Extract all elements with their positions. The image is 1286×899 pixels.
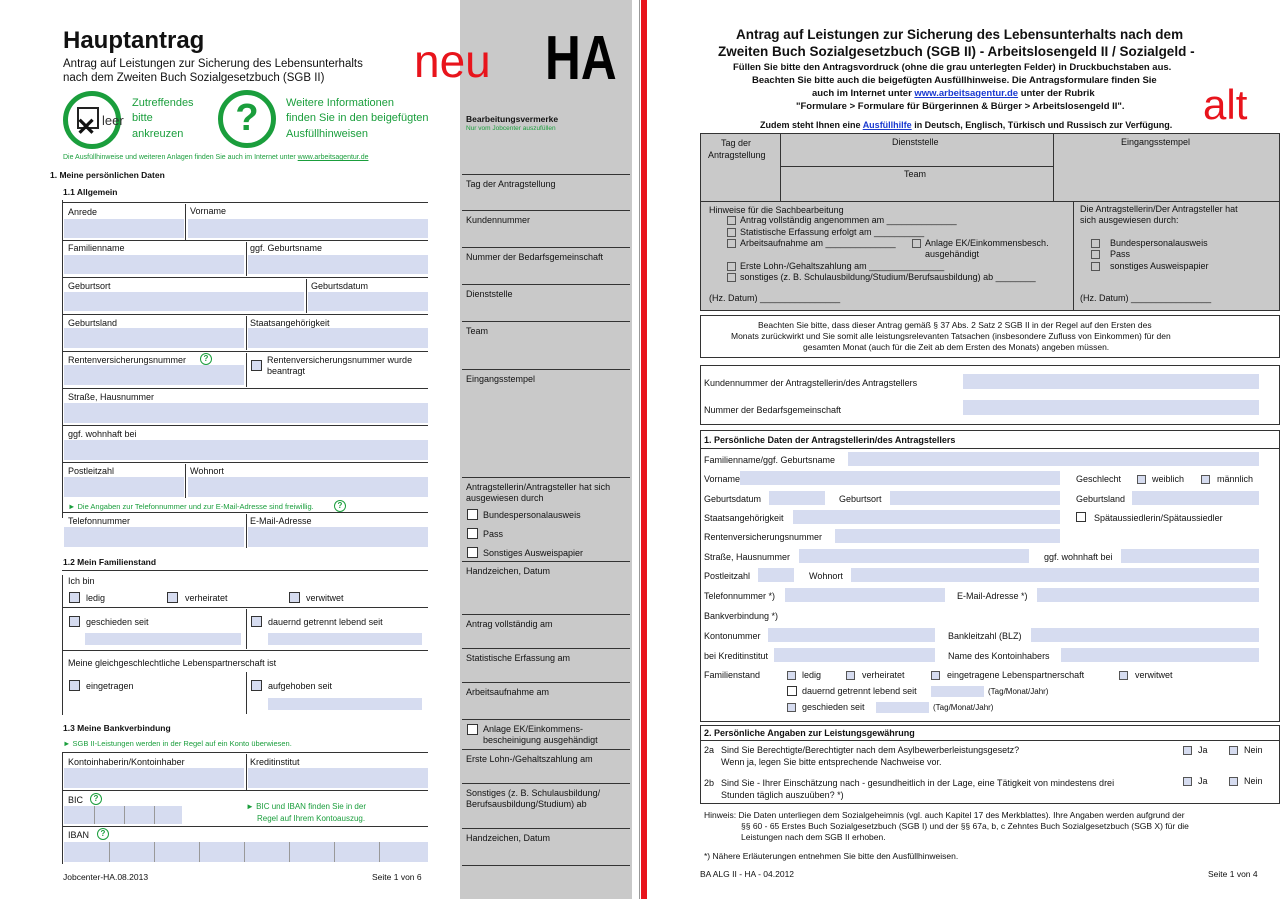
ausweis-checkbox[interactable]	[1091, 239, 1100, 248]
label-wohnort: Wohnort	[190, 466, 224, 476]
konto-note: ► SGB II-Leistungen werden in der Regel auf ein Konto überwiesen.	[63, 739, 292, 748]
label-rv-nummer: Rentenversicherungsnummer	[68, 355, 187, 365]
question-2a: Sind Sie Berechtigte/Berechtigter nach dem Asylbewerberleistungsgesetz?	[721, 745, 1020, 755]
geburtsdatum-field[interactable]	[308, 292, 428, 311]
hinweis-item: sonstiges (z. B. Schulausbildung/Studium/Berufsausbildung) ab ________	[740, 272, 1036, 282]
label-eingangsstempel: Eingangsstempel	[1121, 137, 1191, 147]
freiwillig-note: ► Die Angaben zur Telefonnummer und zur E-Mail-Adresse sind freiwillig.	[68, 502, 314, 511]
side-heading: Bearbeitungsvermerke	[466, 114, 559, 124]
label-dienststelle: Dienststelle	[892, 137, 939, 147]
spaetaussiedler-checkbox[interactable]	[1076, 512, 1086, 522]
kundennummer-field[interactable]	[963, 374, 1259, 389]
label-tmj: (Tag/Monat/Jahr)	[933, 703, 994, 712]
title-line: Antrag auf Leistungen zur Sicherung des Lebensunterhalts nach dem	[736, 27, 1184, 42]
getrennt-checkbox[interactable]	[251, 616, 262, 627]
intro: Beachten Sie bitte auch die beigefügten Ausfüllhinweise. Die Antragsformulare finden Sie	[752, 75, 1157, 86]
divider-bar	[641, 0, 647, 899]
label-rv: Rentenversicherungsnummer	[704, 532, 823, 542]
rv-beantragt-checkbox[interactable]	[251, 360, 262, 371]
geschieden-checkbox[interactable]	[787, 703, 796, 712]
iban-field[interactable]	[64, 842, 428, 862]
aufgehoben-checkbox[interactable]	[251, 680, 262, 691]
label-gebland: Geburtsland	[1076, 494, 1126, 504]
ausweis-item: Pass	[1110, 249, 1131, 259]
hinweis-item: Statistische Erfassung erfolgt am __________	[740, 227, 925, 237]
aufgehoben-date-field[interactable]	[268, 698, 422, 710]
weiblich-checkbox[interactable]	[1137, 475, 1146, 484]
footer-form-id: BA ALG II - HA - 04.2012	[700, 869, 795, 879]
label-famname: Familienname/ggf. Geburtsname	[704, 455, 836, 465]
q-number: 2b	[704, 778, 715, 788]
label-rv-beantragt: beantragt	[267, 366, 306, 376]
label-eingetragen: eingetragen	[86, 681, 134, 691]
ledig-checkbox[interactable]	[69, 592, 80, 603]
label-tag: Tag der	[721, 138, 752, 148]
label-kundennummer: Kundennummer der Antragstellerin/des Antragstellers	[704, 378, 918, 388]
plz-field[interactable]	[758, 568, 794, 582]
bic-field[interactable]	[64, 806, 182, 824]
bic-note: ► BIC und IBAN finden Sie in der	[246, 802, 366, 811]
ausfuellhilfe-link[interactable]: Ausfüllhilfe	[862, 120, 912, 130]
side-kundennummer: Kundennummer	[462, 210, 630, 247]
internet-link[interactable]: www.arbeitsagentur.de	[914, 88, 1019, 99]
label-wohnhaft: ggf. wohnhaft bei	[68, 429, 137, 439]
label-geschieden: geschieden seit	[86, 617, 149, 627]
label-lebenspartnerschaft: eingetragene Lebenspartnerschaft	[947, 670, 1085, 680]
intro: Füllen Sie bitte den Antragsvordruck (ohne die grau unterlegten Felder) in Druckbuchstaben aus.	[733, 62, 1172, 73]
side-vollstaendig: Antrag vollständig am	[462, 614, 630, 648]
label-wohnhaft: ggf. wohnhaft bei	[1044, 552, 1113, 562]
page-title: Hauptantrag	[63, 27, 205, 54]
side-sonstiges: Sonstiges (z. B. Schulausbildung/ Berufsausbildung/Studium) ab	[462, 783, 630, 828]
geburtsort-field[interactable]	[64, 292, 304, 311]
label-verheiratet: verheiratet	[862, 670, 905, 680]
email-field[interactable]	[248, 527, 428, 547]
wohnhaft-field[interactable]	[64, 440, 428, 460]
check-hint: Zutreffendes	[132, 97, 194, 109]
hinweise-heading: Hinweise für die Sachbearbeitung	[709, 205, 844, 215]
check-hint: bitte	[132, 112, 153, 124]
label-spaetaussiedler: Spätaussiedlerin/Spätaussiedler	[1094, 513, 1223, 523]
verwitwet-checkbox[interactable]	[1119, 671, 1128, 680]
kreditinstitut-field[interactable]	[248, 768, 428, 788]
side-pass-checkbox[interactable]	[467, 528, 478, 539]
geburtsname-field[interactable]	[248, 255, 428, 274]
intro: "Formulare > Formulare für Bürgerinnen & Bürger > Arbeitslosengeld II".	[796, 101, 1125, 112]
hinweis-text: Hinweis: Die Daten unterliegen dem Sozialgeheimnis (vgl. auch Kapitel 17 des Merkblattes). Ihre Angaben werden aufgrund der	[704, 810, 1185, 820]
hinweis-text: §§ 60 - 65 Erstes Buch Sozialgesetzbuch (SGB I) und der §§ 67a, b, c Zehntes Buch Sozialgesetzbuch (SGB X) für die	[741, 821, 1189, 831]
beachten-text: Beachten Sie bitte, dass dieser Antrag gemäß § 37 Abs. 2 Satz 2 SGB II in der Regel auf den Ersten des	[758, 320, 1152, 330]
kontoinhaber-field[interactable]	[1061, 648, 1259, 662]
label-lebenspartnerschaft: Meine gleichgeschlechtliche Lebenspartnerschaft ist	[68, 658, 277, 668]
label-weiblich: weiblich	[1152, 474, 1185, 484]
internet-link[interactable]: www.arbeitsagentur.de	[297, 154, 369, 161]
verheiratet-checkbox[interactable]	[846, 671, 855, 680]
label-staatsangehoerigkeit: Staatsangehörigkeit	[250, 318, 330, 328]
ausgewiesen-heading: Die Antragstellerin/Der Antragsteller hat	[1080, 204, 1238, 214]
ausweis-item: Bundespersonalausweis	[1110, 238, 1208, 248]
label-geburtsdatum: Geburtsdatum	[311, 281, 369, 291]
gebdatum-field[interactable]	[769, 491, 825, 505]
rv-field[interactable]	[835, 529, 1060, 543]
title-line: Zweiten Buch Sozialgesetzbuch (SGB II) - Arbeitslosengeld II / Sozialgeld -	[718, 44, 1195, 59]
side-anlage-checkbox[interactable]	[467, 724, 478, 735]
question-2b: Sind Sie - Ihrer Einschätzung nach - gesundheitlich in der Lage, eine Tätigkeit von mindestens drei	[721, 778, 1115, 788]
wohnort-field[interactable]	[188, 477, 428, 497]
side-ausgewiesen: Antragstellerin/Antragsteller hat sich ausgewiesen durch	[462, 477, 630, 561]
info-hint: Weitere Informationen	[286, 97, 395, 109]
label-bank: Bankverbindung *)	[704, 611, 779, 621]
alt-label: alt	[1203, 81, 1248, 128]
hinweis-checkbox[interactable]	[727, 228, 736, 237]
getrennt-date-field[interactable]	[268, 633, 422, 645]
gebort-field[interactable]	[890, 491, 1060, 505]
footer-form-id: Jobcenter-HA.08.2013	[63, 872, 149, 882]
staat-field[interactable]	[793, 510, 1060, 524]
subtitle: nach dem Zweiten Buch Sozialgesetzbuch (SGB II)	[63, 72, 325, 84]
q2b-ja-checkbox[interactable]	[1183, 777, 1192, 786]
label-email: E-Mail-Adresse *)	[957, 591, 1028, 601]
telefon-field[interactable]	[64, 527, 244, 547]
label-familienstand: Familienstand	[704, 670, 761, 680]
q2a-ja-checkbox[interactable]	[1183, 746, 1192, 755]
section-heading: 1. Meine persönlichen Daten	[50, 170, 165, 180]
side-sonst-label: Sonstiges Ausweispapier	[483, 548, 584, 558]
info-hint: Ausfüllhinweisen	[286, 128, 368, 140]
q2a-nein-checkbox[interactable]	[1229, 746, 1238, 755]
ha-label: HA	[545, 24, 617, 93]
beachten-text: gesamten Monat (auch für die Zeit ab dem Ersten des Monats) angeben müssen.	[803, 342, 1110, 352]
subsection-heading: 1.1 Allgemein	[63, 187, 118, 197]
wohnhaft-field[interactable]	[1121, 549, 1259, 563]
label-kontoinhaber: Kontoinhaberin/Kontoinhaber	[68, 757, 185, 767]
hinweis-checkbox[interactable]	[727, 273, 736, 282]
email-field[interactable]	[1037, 588, 1259, 602]
side-tag: Tag der Antragstellung	[462, 174, 630, 210]
hinweis-checkbox[interactable]	[727, 262, 736, 271]
label-aufgehoben: aufgehoben seit	[268, 681, 333, 691]
label-geburtsland: Geburtsland	[68, 318, 118, 328]
rv-nummer-field[interactable]	[64, 365, 244, 385]
geburtsland-field[interactable]	[64, 328, 244, 348]
info-question-icon: ?	[200, 353, 212, 365]
label-verheiratet: verheiratet	[185, 593, 228, 603]
label-bg: Nummer der Bedarfsgemeinschaft	[704, 405, 842, 415]
ledig-checkbox[interactable]	[787, 671, 796, 680]
label-familienname: Familienname	[68, 243, 125, 253]
label-geschlecht: Geschlecht	[1076, 474, 1122, 484]
label-ich-bin: Ich bin	[68, 576, 95, 586]
hinweis-item: Arbeitsaufnahme am ______________	[740, 238, 896, 248]
footer-page: Seite 1 von 4	[1208, 869, 1258, 879]
label-vorname: Vorname	[704, 474, 741, 484]
label-geburtsname: ggf. Geburtsname	[250, 243, 323, 253]
subsection-heading: 1.2 Mein Familienstand	[63, 557, 157, 567]
side-sonst-checkbox[interactable]	[467, 547, 478, 558]
question-2a-note: Wenn ja, legen Sie bitte entsprechende Nachweise vor.	[721, 757, 942, 767]
side-bg: Nummer der Bedarfsgemeinschaft	[462, 247, 630, 284]
side-bpa-checkbox[interactable]	[467, 509, 478, 520]
ausweis-checkbox[interactable]	[1091, 250, 1100, 259]
label-gebdatum: Geburtsdatum	[704, 494, 762, 504]
neu-label: neu	[414, 35, 491, 87]
side-pass-label: Pass	[483, 529, 504, 539]
side-lohn: Erste Lohn-/Gehaltszahlung am	[462, 749, 630, 783]
old-form-page	[648, 0, 1286, 899]
hz-datum: (Hz. Datum) ________________	[1080, 293, 1212, 303]
side-team: Team	[462, 321, 630, 369]
label-telefon: Telefonnummer *)	[704, 591, 776, 601]
kontonr-field[interactable]	[768, 628, 935, 642]
label-getrennt: dauernd getrennt lebend seit	[802, 686, 917, 696]
ausweis-item: sonstiges Ausweispapier	[1110, 261, 1209, 271]
wohnort-field[interactable]	[851, 568, 1259, 582]
plz-field[interactable]	[64, 477, 184, 497]
label-gebort: Geburtsort	[839, 494, 882, 504]
blz-field[interactable]	[1031, 628, 1259, 642]
hinweis-text: Leistungen nach dem SGB II erhoben.	[741, 832, 886, 842]
label-nein: Nein	[1244, 776, 1263, 786]
geschieden-checkbox[interactable]	[69, 616, 80, 627]
label-iban: IBAN	[68, 830, 90, 840]
hinweis-item: Antrag vollständig angenommen am ______________	[740, 215, 957, 225]
label-kontonr: Kontonummer	[704, 631, 761, 641]
staatsangehoerigkeit-field[interactable]	[248, 328, 428, 348]
anlage-label: Anlage EK/Einkommensbesch.	[925, 238, 1049, 248]
gebland-field[interactable]	[1132, 491, 1259, 505]
getrennt-date-field[interactable]	[931, 686, 984, 697]
hinweis-checkbox[interactable]	[727, 216, 736, 225]
hinweis-checkbox[interactable]	[727, 239, 736, 248]
info-question-icon: ?	[334, 500, 346, 512]
label-telefon: Telefonnummer	[68, 516, 131, 526]
side-dienststelle: Dienststelle	[462, 284, 630, 321]
section-heading: 2. Persönliche Angaben zur Leistungsgewährung	[704, 728, 915, 738]
intro: auch im Internet unter www.arbeitsagentur.de unter der Rubrik	[812, 88, 1095, 99]
label-anrede: Anrede	[68, 207, 98, 217]
verwitwet-checkbox[interactable]	[289, 592, 300, 603]
q2b-nein-checkbox[interactable]	[1229, 777, 1238, 786]
telefon-field[interactable]	[785, 588, 945, 602]
label-team: Team	[904, 169, 927, 179]
label-ja: Ja	[1198, 745, 1208, 755]
label-geburtsort: Geburtsort	[68, 281, 111, 291]
info-question-icon: ?	[90, 793, 102, 805]
help-note: Zudem steht Ihnen eine Ausfüllhilfe in Deutsch, Englisch, Türkisch und Russisch zur Verfügung.	[760, 120, 1173, 130]
label-verwitwet: verwitwet	[1135, 670, 1173, 680]
kontoinhaber-field[interactable]	[64, 768, 244, 788]
side-handzeichen2: Handzeichen, Datum	[462, 828, 630, 866]
getrennt-checkbox[interactable]	[787, 686, 797, 696]
kreditinstitut-field[interactable]	[774, 648, 935, 662]
verheiratet-checkbox[interactable]	[167, 592, 178, 603]
lebenspartnerschaft-checkbox[interactable]	[931, 671, 940, 680]
label-vorname: Vorname	[190, 206, 227, 216]
new-form-page	[0, 0, 640, 899]
label-geschieden: geschieden seit	[802, 702, 865, 712]
label-plz: Postleitzahl	[704, 571, 751, 581]
label-kontoinhaber: Name des Kontoinhabers	[948, 651, 1050, 661]
info-hint: finden Sie in den beigefügten	[286, 112, 429, 124]
q-number: 2a	[704, 745, 715, 755]
label-tmj: (Tag/Monat/Jahr)	[988, 687, 1049, 696]
side-arbeitsaufnahme: Arbeitsaufnahme am	[462, 682, 630, 719]
anlage-checkbox[interactable]	[912, 239, 921, 248]
label-antragstellung: Antragstellung	[708, 150, 766, 160]
question-2b: Stunden täglich auszuüben? *)	[721, 790, 844, 800]
side-statistik: Statistische Erfassung am	[462, 648, 630, 682]
label-strasse: Straße, Hausnummer	[704, 552, 791, 562]
anlage-label: ausgehändigt	[925, 249, 980, 259]
label-strasse: Straße, Hausnummer	[68, 392, 155, 402]
vorname-field[interactable]	[188, 219, 428, 238]
ausweis-checkbox[interactable]	[1091, 262, 1100, 271]
beachten-text: Monats zurückwirkt und Sie somit alle leistungsrelevanten Tatsachen (insbesondere Zufluss von Einkommen) für den	[731, 331, 1171, 341]
label-ledig: ledig	[802, 670, 822, 680]
ausgewiesen-heading: sich ausgewiesen durch:	[1080, 215, 1179, 225]
footer-page: Seite 1 von 6	[372, 872, 422, 882]
label-staat: Staatsangehörigkeit	[704, 513, 784, 523]
hz-datum: (Hz. Datum) ________________	[709, 293, 841, 303]
label-email: E-Mail-Adresse	[250, 516, 312, 526]
familienname-field[interactable]	[64, 255, 244, 274]
label-rv-beantragt: Rentenversicherungsnummer wurde	[267, 355, 413, 365]
eingetragen-checkbox[interactable]	[69, 680, 80, 691]
label-bic: BIC	[68, 795, 84, 805]
label-getrennt: dauernd getrennt lebend seit	[268, 617, 383, 627]
info-question-icon: ?	[218, 90, 276, 148]
label-verwitwet: verwitwet	[306, 593, 344, 603]
check-hint: ankreuzen	[132, 128, 184, 140]
vorname-field[interactable]	[740, 471, 1060, 485]
side-handzeichen: Handzeichen, Datum	[462, 561, 630, 599]
info-question-icon: ?	[97, 828, 109, 840]
hinweis-item: Erste Lohn-/Gehaltszahlung am _______________	[740, 261, 945, 271]
strasse-field[interactable]	[64, 403, 428, 423]
maennlich-checkbox[interactable]	[1201, 475, 1210, 484]
label-plz: Postleitzahl	[68, 466, 115, 476]
famname-field[interactable]	[848, 452, 1259, 466]
internet-note: Die Ausfüllhinweise und weiteren Anlagen finden Sie auch im Internet unter www.arbeitsagentur.de	[63, 154, 369, 161]
subtitle: Antrag auf Leistungen zur Sicherung des Lebensunterhalts	[63, 58, 363, 70]
label-maennlich: männlich	[1217, 474, 1254, 484]
side-bpa-label: Bundespersonalausweis	[483, 510, 581, 520]
side-eingangsstempel: Eingangsstempel	[462, 369, 630, 477]
footnote: *) Nähere Erläuterungen entnehmen Sie bitte den Ausfüllhinweisen.	[704, 851, 959, 861]
bg-field[interactable]	[963, 400, 1259, 415]
strasse-field[interactable]	[799, 549, 1029, 563]
label-nein: Nein	[1244, 745, 1263, 755]
label-wohnort: Wohnort	[809, 571, 843, 581]
label-kreditinstitut: Kreditinstitut	[250, 757, 300, 767]
checkbox-cross-icon: ✕ leer	[63, 91, 121, 149]
label-ja: Ja	[1198, 776, 1208, 786]
anrede-field[interactable]	[64, 219, 184, 238]
geschieden-date-field[interactable]	[85, 633, 241, 645]
side-anlage: Anlage EK/Einkommens- bescheinigung ausgehändigt	[462, 719, 630, 749]
section-heading: 1. Persönliche Daten der Antragstellerin/des Antragstellers	[704, 435, 956, 445]
label-ledig: ledig	[86, 593, 106, 603]
label-blz: Bankleitzahl (BLZ)	[948, 631, 1022, 641]
bic-note: Regel auf Ihrem Kontoauszug.	[257, 814, 366, 823]
subsection-heading: 1.3 Meine Bankverbindung	[63, 723, 171, 733]
geschieden-date-field[interactable]	[876, 702, 929, 713]
label-kreditinstitut: bei Kreditinstitut	[704, 651, 769, 661]
side-subheading: Nur vom Jobcenter auszufüllen	[466, 125, 556, 132]
